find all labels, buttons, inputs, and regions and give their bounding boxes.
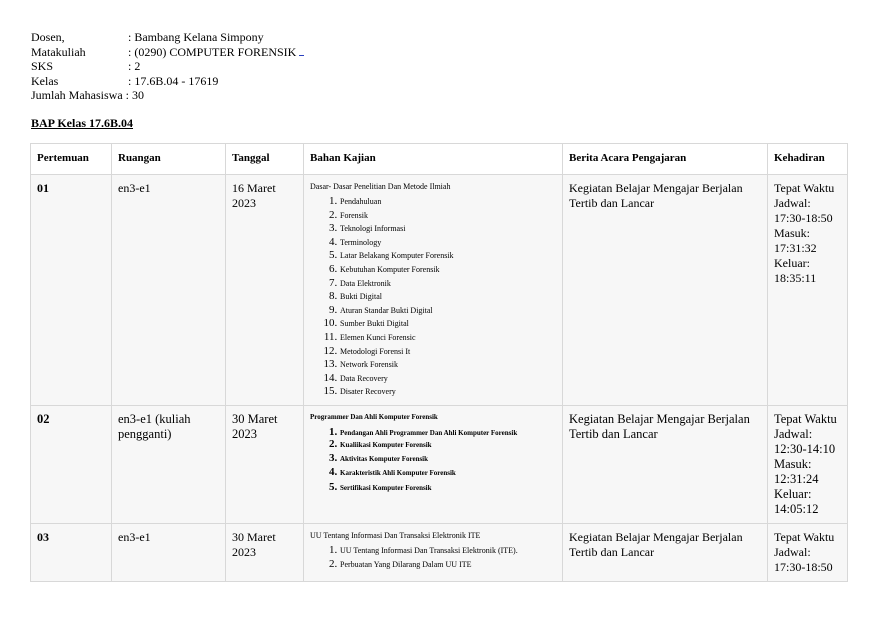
topic-list [310, 426, 556, 495]
info-row-kelas [31, 74, 304, 89]
bap-table [30, 143, 848, 582]
kehadiran-line: 17:30-18:50 [774, 559, 833, 574]
info-value: : 2 [128, 59, 141, 74]
cell-ruangan: en3-e1 [112, 175, 226, 406]
section-title: BAP Kelas 17.6B.04 [31, 116, 134, 130]
cell-berita-acara: Kegiatan Belajar Mengajar Berjalan Tertib dan Lancar [563, 405, 768, 523]
kehadiran-line: Jadwal: [774, 544, 811, 559]
list-item: 4. Karakteristik Ahli Komputer Forensik [340, 466, 556, 480]
topic-list [310, 195, 556, 399]
kehadiran-status: Tepat Waktu [774, 181, 835, 195]
list-item: 4. Terminology [340, 236, 556, 250]
kehadiran-line: Masuk: [774, 226, 810, 240]
table-row [31, 523, 848, 581]
cell-kehadiran [768, 523, 848, 581]
link-underline [299, 45, 304, 56]
list-item: 10. Sumber Bukti Digital [340, 317, 556, 331]
list-item: 3. Teknologi Informasi [340, 222, 556, 236]
info-value: : 30 [125, 88, 144, 103]
list-item: 1. Pendahuluan [340, 195, 556, 209]
list-item: 1. UU Tentang Informasi Dan Transaksi Elektronik (ITE). [340, 544, 556, 558]
info-label: SKS [31, 59, 54, 74]
info-value: : Bambang Kelana Simpony [128, 30, 264, 44]
list-item: 5. Sertifikasi Komputer Forensik [340, 481, 556, 495]
cell-kehadiran [768, 175, 848, 406]
list-item: 1. Pendangan Ahli Programmer Dan Ahli Komputer Forensik [340, 426, 556, 438]
header-kehadiran: Kehadiran [768, 144, 848, 175]
info-label: Dosen, [31, 30, 65, 44]
topic-list [310, 544, 556, 571]
kehadiran-status: Tepat Waktu [774, 529, 835, 544]
info-label: Jumlah Mahasiswa [31, 88, 123, 103]
course-name-link[interactable]: : (0290) COMPUTER FORENSIK [128, 44, 297, 59]
info-label: Matakuliah [31, 44, 86, 59]
info-value [128, 45, 304, 60]
cell-bahan-kajian [304, 405, 563, 523]
list-item: 11. Elemen Kunci Forensic [340, 331, 556, 345]
kehadiran-line: Jadwal: [774, 426, 813, 441]
list-item: 15. Disater Recovery [340, 385, 556, 399]
kehadiran-line: 14:05:12 [774, 501, 819, 516]
info-label: Kelas [31, 73, 59, 88]
list-item: 5. Latar Belakang Komputer Forensik [340, 249, 556, 263]
info-row-dosen [31, 30, 304, 45]
cell-berita-acara: Kegiatan Belajar Mengajar Berjalan Tertib dan Lancar [563, 175, 768, 406]
kehadiran-line: Masuk: [774, 456, 812, 471]
table-header-row [31, 144, 848, 175]
topic-title: UU Tentang Informasi Dan Transaksi Elektronik ITE [310, 530, 481, 540]
cell-pertemuan: 01 [31, 175, 112, 406]
list-item: 2. Forensik [340, 209, 556, 223]
list-item: 9. Aturan Standar Bukti Digital [340, 304, 556, 318]
table-row [31, 405, 848, 523]
info-value: : 17.6B.04 - 17619 [128, 73, 219, 88]
cell-bahan-kajian [304, 523, 563, 581]
kehadiran-status: Tepat Waktu [774, 411, 837, 426]
cell-ruangan: en3-e1 [112, 523, 226, 581]
cell-berita-acara: Kegiatan Belajar Mengajar Berjalan Tertib dan Lancar [563, 523, 768, 581]
cell-pertemuan: 03 [31, 523, 112, 581]
cell-pertemuan: 02 [31, 405, 112, 523]
header-ruangan: Ruangan [112, 144, 226, 175]
list-item: 12. Metodologi Forensi It [340, 345, 556, 359]
info-row-sks [31, 59, 304, 74]
list-item: 7. Data Elektronik [340, 277, 556, 291]
kehadiran-line: 17:30-18:50 [774, 211, 833, 225]
header-tanggal: Tanggal [226, 144, 304, 175]
kehadiran-line: 18:35:11 [774, 271, 817, 285]
cell-ruangan: en3-e1 (kuliah pengganti) [112, 405, 226, 523]
list-item: 14. Data Recovery [340, 372, 556, 386]
list-item: 2. Kualiikasi Komputer Forensik [340, 438, 556, 452]
cell-kehadiran [768, 405, 848, 523]
info-row-jumlah [31, 88, 304, 103]
kehadiran-line: Keluar: [774, 256, 810, 270]
header-berita-acara: Berita Acara Pengajaran [563, 144, 768, 175]
kehadiran-line: 17:31:32 [774, 241, 817, 255]
cell-tanggal: 30 Maret 2023 [226, 405, 304, 523]
header-pertemuan: Pertemuan [31, 144, 112, 175]
cell-tanggal: 16 Maret 2023 [226, 175, 304, 406]
list-item: 6. Kebutuhan Komputer Forensik [340, 263, 556, 277]
table-row [31, 175, 848, 406]
info-row-matakuliah [31, 45, 304, 60]
list-item: 8. Bukti Digital [340, 290, 556, 304]
kehadiran-line: 12:30-14:10 [774, 441, 836, 456]
kehadiran-line: 12:31:24 [774, 471, 819, 486]
list-item: 13. Network Forensik [340, 358, 556, 372]
list-item: 3. Aktivitas Komputer Forensik [340, 452, 556, 466]
header-bahan-kajian: Bahan Kajian [304, 144, 563, 175]
kehadiran-line: Keluar: [774, 486, 812, 501]
topic-title: Dasar- Dasar Penelitian Dan Metode Ilmiah [310, 182, 451, 191]
kehadiran-line: Jadwal: [774, 196, 811, 210]
cell-tanggal: 30 Maret 2023 [226, 523, 304, 581]
topic-title: Programmer Dan Ahli Komputer Forensik [310, 412, 438, 421]
list-item: 2. Perbuatan Yang Dilarang Dalam UU ITE [340, 558, 556, 572]
cell-bahan-kajian [304, 175, 563, 406]
course-info [31, 30, 304, 103]
